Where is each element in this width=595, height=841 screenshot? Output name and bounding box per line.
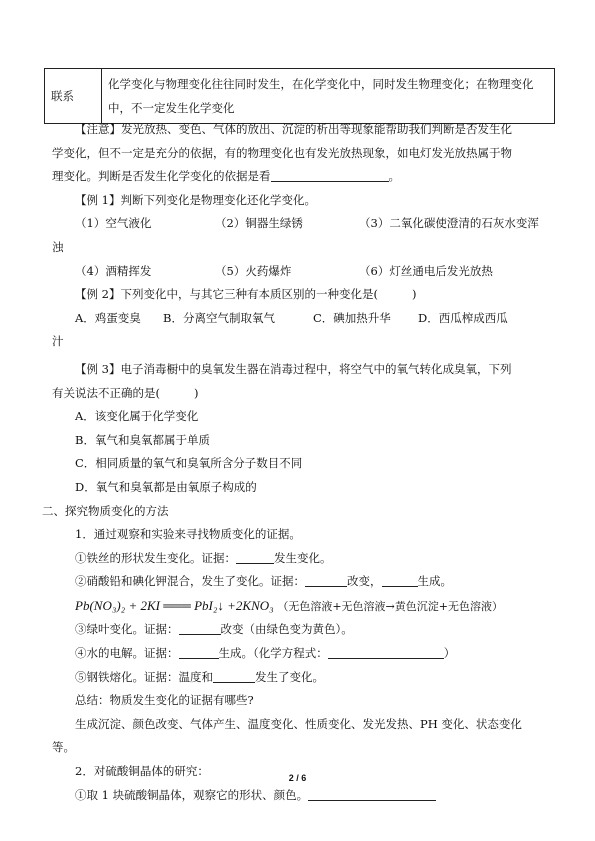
example-1-options-row <box>52 260 552 284</box>
answer-blank[interactable] <box>308 786 436 801</box>
evidence-text: 改变， <box>347 574 382 589</box>
equation-formula: Pb(NO₃)₂ + 2KI ═══ PbI₂↓ +2KNO₃ <box>75 597 274 613</box>
example-1-title: 【例 1】判断下列变化是物理变化还化学变化。 <box>75 192 316 207</box>
table-value-cell: 化学变化与物理变化往往同时发生，在化学变化中，同时发生物理变化；在物理变化中，不一定发生化学变化 <box>102 69 555 124</box>
item-1: 1．通过观察和实验来寻找物质变化的证据。 <box>75 527 301 542</box>
option-b: B．氧气和臭氧都属于单质 <box>75 432 210 447</box>
evidence-text: ①铁丝的形状发生变化。证据： <box>75 550 236 565</box>
option-continuation: 浊 <box>52 239 64 254</box>
table-key-cell: 联系 <box>45 69 102 124</box>
option-b: B．分离空气制取氧气 <box>163 310 275 325</box>
example-2-title <box>52 283 552 307</box>
document-body <box>42 118 552 807</box>
note-line: 【注意】发光放热、变色、气体的放出、沉淀的析出等现象能帮助我们判断是否发生化 <box>75 122 512 136</box>
evidence-text: 生成。（化学方程式： <box>218 646 328 661</box>
note-line <box>52 165 552 189</box>
summary-question: 总结：物质发生变化的证据有哪些? <box>75 693 254 708</box>
answer-blank[interactable] <box>213 668 255 683</box>
evidence-1 <box>52 547 552 571</box>
example-3-line <box>52 382 552 406</box>
equation-note: （无色溶液+无色溶液→黄色沉淀+无色溶液） <box>277 599 503 613</box>
option: （2）铜器生绿锈 <box>215 216 303 231</box>
paren-close: ) <box>411 287 417 302</box>
answer-blank[interactable] <box>179 620 221 635</box>
example-2-text: 【例 2】下列变化中，与其它三种有本质区别的一种变化是( <box>75 287 378 302</box>
example-3-line: 【例 3】电子消毒橱中的臭氧发生器在消毒过程中，将空气中的氧气转化成臭氧，下列 <box>75 361 512 376</box>
option-d: D．氧气和臭氧都是由氧原子构成的 <box>75 479 257 494</box>
option: （3）二氧化碳使澄清的石灰水变浑 <box>359 216 539 231</box>
evidence-5 <box>52 666 552 690</box>
option: （6）灯丝通电后发光放热 <box>359 263 493 278</box>
section-2-title: 二、探究物质变化的方法 <box>42 503 169 518</box>
relation-table <box>44 68 555 124</box>
answer-blank[interactable] <box>236 549 274 564</box>
example-1-options-row <box>52 212 552 236</box>
evidence-text: ③绿叶变化。证据： <box>75 622 179 637</box>
option-a: A．该变化属于化学变化 <box>75 409 199 424</box>
evidence-text: 改变（由绿色变为黄色）。 <box>220 622 353 637</box>
option-d: D．西瓜榨成西瓜 <box>418 310 508 325</box>
summary-answer: 生成沉淀、颜色改变、气体产生、温度变化、性质变化、发光发热、PH 变化、状态变化 <box>75 716 522 731</box>
option-continuation: 汁 <box>52 334 64 349</box>
evidence-text: 生成。 <box>417 574 452 589</box>
note-line: 学变化，但不一定是充分的依据，有的物理变化也有发光放热现象，如电灯发光放热属于物 <box>52 145 512 160</box>
note-end: 。 <box>388 169 400 184</box>
answer-blank[interactable] <box>328 644 444 659</box>
answer-blank[interactable] <box>305 572 347 587</box>
item-2: 2．对硫酸铜晶体的研究： <box>75 764 209 779</box>
evidence-3 <box>52 618 552 642</box>
step-text: ①取 1 块硫酸铜晶体，观察它的形状、颜色。 <box>75 787 309 802</box>
evidence-text: ） <box>443 646 456 661</box>
paren-close: ) <box>194 385 199 400</box>
evidence-text: ②硝酸铅和碘化钾混合，发生了变化。证据： <box>75 574 305 589</box>
option: （4）酒精挥发 <box>75 263 152 278</box>
step-1 <box>52 784 552 808</box>
example-2-options-row <box>52 307 552 331</box>
answer-blank[interactable] <box>382 572 418 587</box>
chemical-equation <box>52 594 552 619</box>
answer-blank[interactable] <box>271 167 389 182</box>
answer-blank[interactable] <box>179 644 219 659</box>
option-a: A．鸡蛋变臭 <box>75 310 141 325</box>
evidence-4 <box>52 642 552 666</box>
option-c: C．相同质量的氧气和臭氧所含分子数目不同 <box>75 456 303 471</box>
evidence-text: ④水的电解。证据： <box>75 646 179 661</box>
table-row <box>45 69 555 124</box>
option-c: C．碘加热升华 <box>313 310 391 325</box>
example-3-text: 有关说法不正确的是( <box>52 385 160 400</box>
option: （5）火药爆炸 <box>215 263 292 278</box>
evidence-text: 发生了变化。 <box>255 669 324 684</box>
option: （1）空气液化 <box>75 216 152 231</box>
summary-answer: 等。 <box>52 740 75 755</box>
evidence-text: 发生变化。 <box>274 550 332 565</box>
evidence-2 <box>52 570 552 594</box>
evidence-text: ⑤钢铁熔化。证据：温度和 <box>75 669 213 684</box>
note-text: 理变化。判断是否发生化学变化的依据是看 <box>52 169 271 184</box>
page-number: 2 / 6 <box>288 773 307 783</box>
